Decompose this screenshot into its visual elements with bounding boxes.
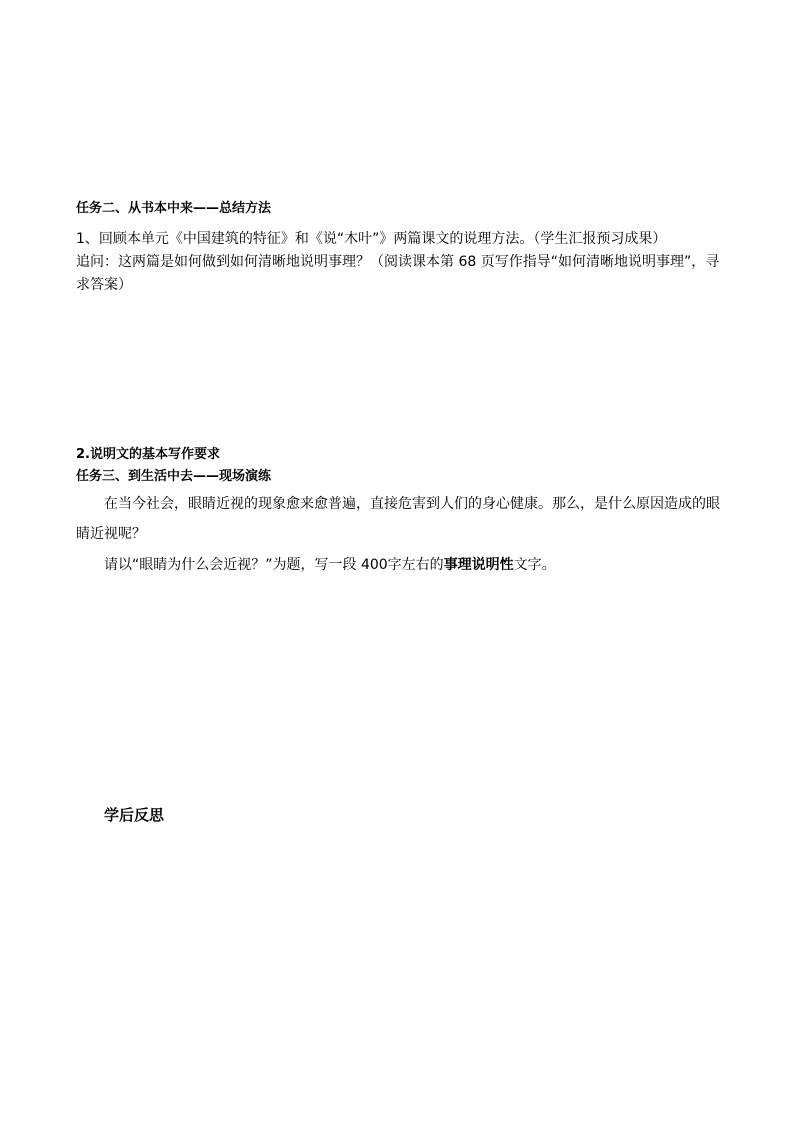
task2-item1: 1、回顾本单元《中国建筑的特征》和《说“木叶”》两篇课文的说理方法。（学生汇报预习成果） xyxy=(76,231,667,247)
task3-heading: 任务三、到生活中去——现场演练 xyxy=(76,469,272,484)
task3-paragraph-2-suffix: 文字。 xyxy=(513,557,556,573)
reflection-heading: 学后反思 xyxy=(104,806,165,824)
task3-paragraph-2-prefix: 请以“眼睛为什么会近视？”为题，写一段 400字左右的 xyxy=(104,557,444,573)
task2-followup: 追问：这两篇是如何做到如何清晰地说明事理？（阅读课本第 68 页写作指导“如何清晰地说明事理”，寻求答案） xyxy=(76,254,720,293)
task3-paragraph-1: 在当今社会，眼睛近视的现象愈来愈普遍，直接危害到人们的身心健康。那么，是什么原因造成的眼睛近视呢？ xyxy=(76,496,720,542)
task2-heading: 任务二、从书本中来——总结方法 xyxy=(76,201,272,216)
section2-heading: 2.说明文的基本写作要求 xyxy=(76,447,220,462)
task3-paragraph-2-emphasis: 事理说明性 xyxy=(443,557,514,573)
task3-paragraph-2 xyxy=(76,550,726,580)
